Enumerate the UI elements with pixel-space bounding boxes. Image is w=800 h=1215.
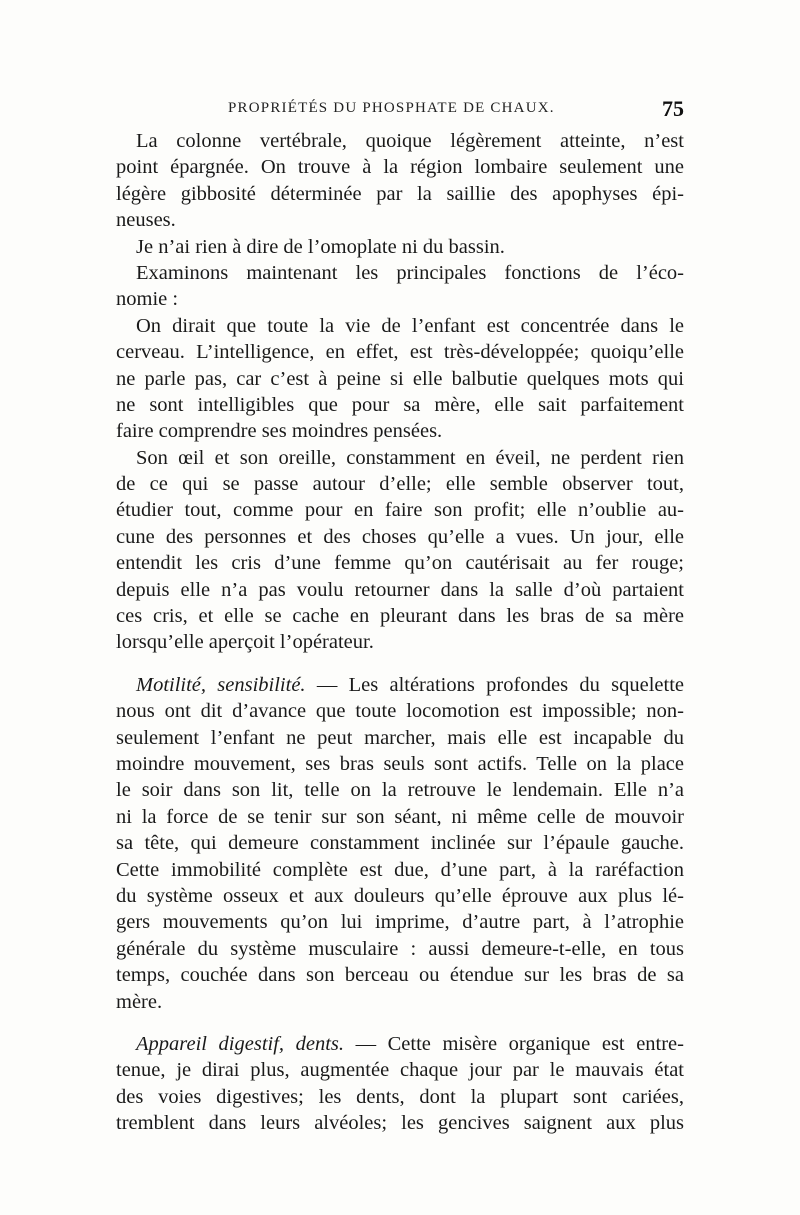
text-line: faire comprendre ses moindres pensées. — [116, 420, 443, 443]
paragraph-appareil-digestif — [116, 1031, 684, 1137]
text-line: gers mouvements qu’on lui imprime, d’autre part, à l’atrophie — [116, 911, 684, 934]
paragraph-motilite — [116, 672, 684, 1015]
text-line: La colonne vertébrale, quoique légèrement atteinte, n’est — [136, 130, 684, 152]
paragraph — [116, 313, 684, 445]
text-line: tremblent dans leurs alvéoles; les gencives saignent aux plus — [116, 1112, 684, 1135]
text-line: point épargnée. On trouve à la région lombaire seulement une — [116, 156, 684, 179]
text-line: sa tête, qui demeure constamment inclinée sur l’épaule gauche. — [116, 832, 684, 855]
text-line: cune des personnes et des choses qu’elle a vues. Un jour, elle — [116, 525, 684, 548]
text-line: étudier tout, comme pour en faire son profit; elle n’oublie au- — [116, 499, 684, 522]
page-body — [116, 128, 684, 1136]
text-line: moindre mouvement, ses bras seuls sont actifs. Telle on la place — [116, 752, 684, 775]
paragraph — [116, 234, 684, 260]
text-line: On dirait que toute la vie de l’enfant est concentrée dans le — [136, 314, 684, 337]
text-line: des voies digestives; les dents, dont la plupart sont cariées, — [116, 1085, 684, 1108]
text-line: ni la force de se tenir sur son séant, ni même celle de mouvoir — [116, 805, 684, 828]
text-line: ces cris, et elle se cache en pleurant dans les bras de sa mère — [116, 605, 684, 628]
text-line: nous ont dit d’avance que toute locomotion est impossible; non- — [116, 700, 684, 723]
text-line: Examinons maintenant les principales fonctions de l’éco- — [136, 261, 684, 284]
text-line: du système osseux et aux douleurs qu’elle éprouve aux plus lé- — [116, 884, 684, 907]
paragraph — [116, 260, 684, 313]
text-line — [116, 1031, 684, 1057]
text-line: cerveau. L’intelligence, en effet, est très-développée; quoiqu’elle — [116, 341, 684, 364]
text-line: mère. — [116, 990, 163, 1013]
text-line: Cette immobilité complète est due, d’une part, à la raréfaction — [116, 858, 684, 881]
text-line: lorsqu’elle aperçoit l’opérateur. — [116, 631, 374, 654]
text-line — [116, 672, 684, 698]
text-line: seulement l’enfant ne peut marcher, mais elle est incapable du — [116, 726, 684, 749]
paragraph-gap — [116, 656, 684, 672]
section-heading-motilite: Motilité, sensibilité. — [136, 673, 306, 696]
text-line: ne sont intelligibles que pour sa mère, elle sait parfaitement — [116, 393, 684, 416]
text-line: le soir dans son lit, telle on la retrouve le lendemain. Elle n’a — [116, 779, 684, 802]
page-header — [116, 96, 684, 126]
text-line: nomie : — [116, 288, 179, 311]
paragraph-gap — [116, 1015, 684, 1031]
text-line: générale du système musculaire : aussi demeure-t-elle, en tous — [116, 937, 684, 960]
text-line: Son œil et son oreille, constamment en éveil, ne perdent rien — [136, 446, 684, 469]
section-heading-appareil-digestif: Appareil digestif, dents. — [136, 1032, 344, 1055]
running-head: PROPRIÉTÉS DU PHOSPHATE DE CHAUX. — [228, 100, 555, 116]
paragraph — [116, 445, 684, 656]
page-number: 75 — [662, 96, 684, 121]
text-line: neuses. — [116, 209, 176, 232]
text-line: légère gibbosité déterminée par la saillie des apophyses épi- — [116, 182, 684, 205]
text-line: de ce qui se passe autour d’elle; elle semble observer tout, — [116, 473, 684, 496]
text-line: entendit les cris d’une femme qu’on cautérisait au fer rouge; — [116, 552, 684, 575]
text-line: depuis elle n’a pas voulu retourner dans la salle d’où partaient — [116, 578, 684, 601]
paragraph — [116, 128, 684, 234]
text-line: tenue, je dirai plus, augmentée chaque jour par le mauvais état — [116, 1059, 684, 1082]
text-run: — Les altérations profondes du squelette — [305, 673, 684, 696]
text-line: ne parle pas, car c’est à peine si elle balbutie quelques mots qui — [116, 367, 684, 390]
text-run: — Cette misère organique est entre- — [344, 1032, 684, 1055]
text-line: Je n’ai rien à dire de l’omoplate ni du bassin. — [136, 235, 505, 258]
text-line: temps, couchée dans son berceau ou étendue sur les bras de sa — [116, 964, 684, 987]
